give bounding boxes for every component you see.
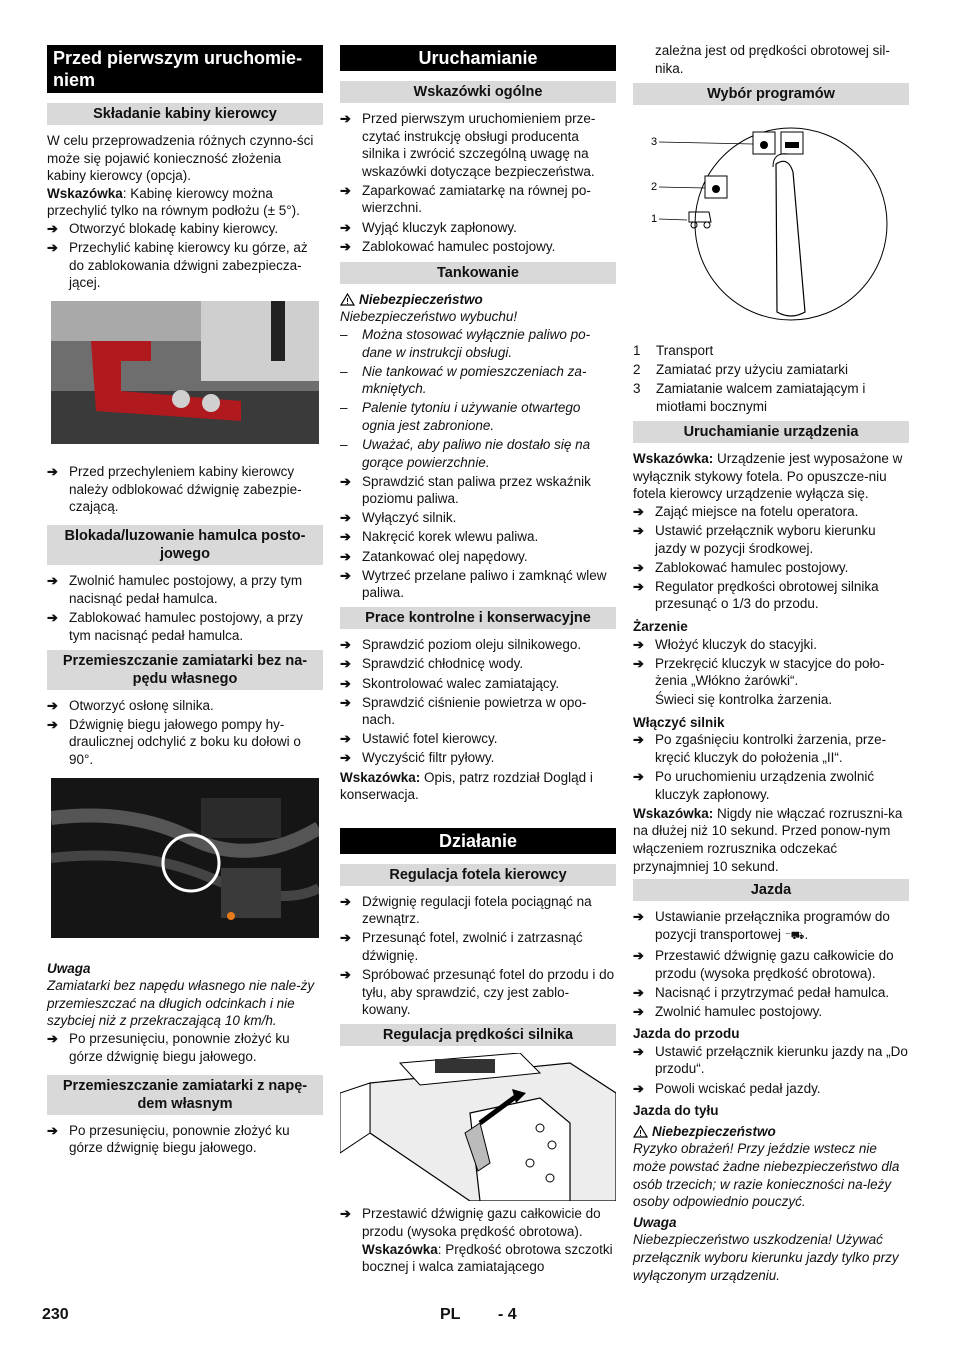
heading-maintenance-checks: Prace kontrolne i konserwacyjne	[340, 607, 616, 629]
list-item: ➔ Skontrolować walec zamiatający.	[340, 675, 616, 693]
list-item: ➔ Zająć miejsce na fotelu operatora.	[633, 503, 909, 521]
glow-steps	[633, 636, 909, 690]
list-item: ➔ Sprawdzić chłodnicę wody.	[340, 655, 616, 673]
list-item: ➔ Przesunąć fotel, zwolnić i zatrzasnąć dźwignię.	[340, 929, 616, 964]
list-item: – Można stosować wyłącznie paliwo po-dane w instrukcji obsługi.	[340, 326, 616, 361]
list-item: ➔ Wyczyścić filtr pyłowy.	[340, 749, 616, 767]
warning-text: Niebezpieczeństwo uszkodzenia! Używać przełącznik wyboru kierunku jazdy tylko przy wyłączonym urządzeniu.	[633, 1232, 899, 1283]
sweep-roller-icon	[781, 132, 803, 154]
warning-triangle-icon	[633, 1125, 648, 1138]
heading-refueling: Tankowanie	[340, 262, 616, 284]
transport-icon: ⁻⛟	[784, 929, 805, 942]
program-legend	[633, 342, 909, 415]
list-item: ➔ Przed pierwszym uruchomieniem prze-czytać instrukcję obsługi producenta silnika i zwrócić szczególną uwagę na wskazówki dotyczące bezpieczeństwa.	[340, 110, 616, 180]
fold-cabin-intro: W celu przeprowadzenia różnych czynno-ści może się pojawić konieczność złożenia kabiny kierowcy (opcja).	[47, 133, 314, 184]
language-code: PL	[440, 1306, 461, 1323]
heading-parking-brake: Blokada/luzowanie hamulca posto-jowego	[47, 525, 323, 565]
danger-label: Niebezpieczeństwo	[633, 1123, 909, 1141]
heading-driving: Jazda	[633, 879, 909, 901]
refuel-steps	[340, 473, 616, 602]
list-item: ➔ Włożyć kluczyk do stacyjki.	[633, 636, 909, 654]
heading-start-engine: Włączyć silnik	[633, 714, 725, 730]
refuel-warnings	[340, 326, 616, 471]
heading-program-selection: Wybór programów	[633, 83, 909, 105]
start-engine-steps	[633, 731, 909, 803]
throttle-lever-illustration	[340, 1053, 616, 1201]
section-title-before-first-start: Przed pierwszym uruchomie-niem	[47, 45, 323, 93]
list-item: ➔ Po przesunięciu, ponownie złożyć ku górze dźwignię biegu jałowego.	[47, 1122, 323, 1157]
continued-text: zależna jest od prędkości obrotowej sil-nika.	[655, 43, 890, 76]
driving-steps	[633, 908, 909, 1020]
list-item: ➔ Sprawdzić poziom oleju silnikowego.	[340, 636, 616, 654]
list-item: ➔ Powoli wciskać pedał jazdy.	[633, 1080, 909, 1098]
list-item: ➔ Zatankować olej napędowy.	[340, 548, 616, 566]
heading-fold-cabin: Składanie kabiny kierowcy	[47, 103, 323, 125]
warning-triangle-icon	[340, 293, 355, 306]
list-item: ➔ Przekręcić kluczyk w stacyjce do poło-żenia „Włókno żarówki“.	[633, 655, 909, 690]
list-item: ➔ Przestawić dźwignię gazu całkowicie do przodu (wysoka prędkość obrotowa).	[633, 947, 909, 982]
list-item: ➔ Po przesunięciu, ponownie złożyć ku górze dźwignię biegu jałowego.	[47, 1030, 323, 1065]
list-item: ➔ Ustawić przełącznik kierunku jazdy na „Do przodu“.	[633, 1043, 909, 1078]
heading-move-with-drive: Przemieszczanie zamiatarki z napę-dem własnym	[47, 1075, 323, 1115]
list-item: ➔ Sprawdzić stan paliwa przez wskaźnik poziomu paliwa.	[340, 473, 616, 508]
general-notes-steps	[340, 110, 616, 255]
page-number: 230	[42, 1306, 69, 1323]
list-item: ➔ Wytrzeć przelane paliwo i zamknąć wlew paliwa.	[340, 567, 616, 602]
danger-text: Niebezpieczeństwo wybuchu!	[340, 309, 518, 325]
list-item: ➔ Wyjąć kluczyk zapłonowy.	[340, 219, 616, 237]
heading-seat-adjustment: Regulacja fotela kierowcy	[340, 864, 616, 886]
list-item: – Nie tankować w pomieszczeniach za-mkniętych.	[340, 363, 616, 398]
list-item: ➔ Ustawić przełącznik wyboru kierunku jazdy w pozycji środkowej.	[633, 522, 909, 557]
heading-forward: Jazda do przodu	[633, 1026, 740, 1042]
heading-engine-speed: Regulacja prędkości silnika	[340, 1024, 616, 1046]
list-item: ➔ Nacisnąć i przytrzymać pedał hamulca.	[633, 984, 909, 1002]
list-item: ➔ Po uruchomieniu urządzenia zwolnić kluczyk zapłonowy.	[633, 768, 909, 803]
hydraulic-pump-photo	[51, 778, 319, 938]
list-item: ➔ Otworzyć osłonę silnika.	[47, 697, 323, 715]
forward-steps	[633, 1043, 909, 1097]
list-item: ➔ Przed przechyleniem kabiny kierowcy należy odblokować dźwignię zabezpie-czającą.	[47, 463, 323, 516]
warning-text: Zamiatarki bez napędu własnego nie nale-ży przemieszczać na długich odcinkach i nie szybciej niż z przekraczającą 10 km/h.	[47, 978, 315, 1029]
dial-label-1: 1	[651, 213, 658, 226]
start-device-steps	[633, 503, 909, 613]
heading-start-device: Uruchamianie urządzenia	[633, 421, 909, 443]
section-title-start-up: Uruchamianie	[340, 45, 616, 71]
list-item: ➔ Otworzyć blokadę kabiny kierowcy.	[47, 220, 323, 238]
list-item: ➔ Zablokować hamulec postojowy.	[340, 238, 616, 256]
heading-glow: Żarzenie	[633, 618, 688, 634]
list-item: ➔ Dźwignię regulacji fotela pociągnąć na zewnątrz.	[340, 893, 616, 928]
list-item: ➔ Po zgaśnięciu kontrolki żarzenia, prze-kręcić kluczyk do położenia „II“.	[633, 731, 909, 766]
maintenance-steps	[340, 636, 616, 767]
column-3	[633, 42, 909, 1284]
start-engine-note: Wskazówka: Nigdy nie włączać rozruszni-ka na dłużej niż 10 sekund. Przed ponow-nym włączeniem rozrusznika odczekać przynajmniej 10 sekund.	[633, 805, 903, 874]
dial-label-3: 3	[651, 136, 658, 149]
list-item: ➔ Zaparkować zamiatarkę na równej po-wierzchni.	[340, 182, 616, 217]
list-item: ➔ Zwolnić hamulec postojowy.	[633, 1003, 909, 1021]
program-selector-dial	[633, 112, 909, 332]
fold-cabin-steps	[47, 220, 323, 292]
list-item: ➔ Przechylić kabinę kierowcy ku górze, aż do zablokowania dźwigni zabezpiecza-jącej.	[47, 239, 323, 292]
warning-label: Uwaga	[47, 960, 91, 976]
heading-move-without-drive: Przemieszczanie zamiatarki bez na-pędu własnego	[47, 650, 323, 690]
heading-general-notes: Wskazówki ogólne	[340, 81, 616, 103]
list-item: ➔ Zwolnić hamulec postojowy, a przy tym nacisnąć pedał hamulca.	[47, 572, 323, 607]
fold-cabin-note: Wskazówka: Kabinę kierowcy można przechylić tylko na równym podłożu (± 5°).	[47, 185, 300, 219]
warning-label: Uwaga	[633, 1214, 677, 1230]
move-without-drive-steps	[47, 697, 323, 769]
list-item: ➔ Nakręcić korek wlewu paliwa.	[340, 528, 616, 546]
sweep-icon	[705, 176, 727, 198]
list-item: ➔ Regulator prędkości obrotowej silnika przesunąć o 1/3 do przodu.	[633, 578, 909, 613]
column-1	[47, 45, 323, 1158]
list-item: ➔ Ustawianie przełącznika programów do pozycji transportowej ⁻⛟.	[633, 908, 909, 945]
cabin-lock-photo	[51, 301, 319, 444]
list-item: 1 Transport	[633, 343, 714, 359]
section-number: - 4	[498, 1306, 517, 1323]
sweep-all-icon	[753, 132, 775, 154]
seat-steps	[340, 893, 616, 1019]
list-item: ➔ Wyłączyć silnik.	[340, 509, 616, 527]
list-item: ➔ Ustawić fotel kierowcy.	[340, 730, 616, 748]
danger-text: Ryzyko obrażeń! Przy jeździe wstecz nie może powstać żadne niebezpieczeństwo dla osób trzecich; w razie konieczności na-leży osoby odpowiednio pouczyć.	[633, 1141, 900, 1210]
list-item: ➔ Zablokować hamulec postojowy.	[633, 559, 909, 577]
list-item: ➔ Sprawdzić ciśnienie powietrza w opo-nach.	[340, 694, 616, 729]
maintenance-note: Wskazówka: Opis, patrz rozdział Dogląd i konserwacja.	[340, 769, 593, 803]
list-item: – Palenie tytoniu i używanie otwartego ognia jest zabronione.	[340, 399, 616, 434]
list-item: – Uważać, aby paliwo nie dostało się na gorące powierzchnie.	[340, 436, 616, 471]
dial-label-2: 2	[651, 181, 658, 194]
glow-after: Świeci się kontrolka żarzenia.	[655, 692, 833, 708]
list-item: ➔ Spróbować przesunąć fotel do przodu i do tyłu, aby sprawdzić, czy jest zablo-kowany.	[340, 966, 616, 1019]
list-item: ➔ Przestawić dźwignię gazu całkowicie do przodu (wysoka prędkość obrotowa). Wskazówka: Prędkość obrotowa szczotki bocznej i walca zamiatającego	[340, 1205, 616, 1275]
list-item: ➔ Dźwignię biegu jałowego pompy hy-draulicznej odchylić z boku ku dołowi o 90°.	[47, 716, 323, 769]
column-2	[340, 45, 616, 1277]
list-item: ➔ Zablokować hamulec postojowy, a przy tym nacisnąć pedał hamulca.	[47, 609, 323, 644]
heading-reverse: Jazda do tyłu	[633, 1103, 719, 1119]
danger-label: Niebezpieczeństwo	[340, 291, 616, 309]
section-title-operation: Działanie	[340, 828, 616, 854]
start-device-note: Wskazówka: Urządzenie jest wyposażone w wyłącznik stykowy fotela. Po opuszcze-niu fotela kierowcy urządzenie wyłącza się.	[633, 451, 903, 502]
list-item: 3 Zamiatanie walcem zamiatającym i miotłami bocznymi	[633, 381, 866, 414]
list-item: 2 Zamiatać przy użyciu zamiatarki	[633, 362, 849, 378]
parking-brake-steps	[47, 572, 323, 644]
